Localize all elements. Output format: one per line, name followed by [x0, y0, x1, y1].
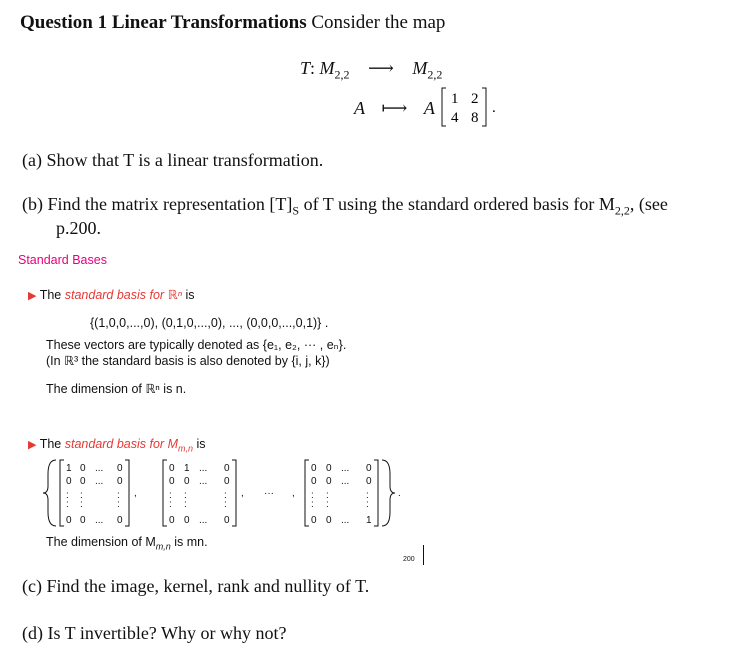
- bullet1-prefix: The: [39, 288, 65, 302]
- question-label: Question 1: [20, 12, 108, 33]
- map-domain-sub: 2,2: [334, 67, 350, 82]
- svg-text:0: 0: [169, 463, 175, 474]
- svg-text:...: ...: [199, 476, 208, 487]
- svg-text:...: ...: [341, 463, 350, 474]
- part-b-text: (b) Find the matrix representation [T]: [22, 194, 293, 214]
- bullet-standard-basis-rn: [28, 287, 195, 302]
- svg-text:0: 0: [311, 515, 317, 526]
- part-b-end: , (see: [629, 194, 668, 214]
- svg-text::: :: [169, 490, 172, 501]
- map-A-left: A: [354, 98, 365, 118]
- svg-text:0: 0: [224, 476, 230, 487]
- map-A-right: A: [423, 98, 435, 118]
- basis-formula: {(1,0,0,...,0), (0,1,0,...,0), ..., (0,0,0,...,0,1)} .: [90, 316, 329, 330]
- svg-text:0: 0: [117, 515, 123, 526]
- svg-text::: :: [366, 490, 369, 501]
- svg-text:1: 1: [66, 463, 72, 474]
- bullet1-suffix: is: [182, 288, 195, 302]
- page-number: 200: [403, 556, 415, 563]
- svg-text:...: ...: [341, 515, 350, 526]
- dimension-rn: The dimension of ℝⁿ is n.: [46, 382, 187, 396]
- svg-text:1: 1: [366, 515, 372, 526]
- svg-text:1: 1: [184, 463, 190, 474]
- svg-text::: :: [80, 490, 83, 501]
- svg-text:...: ...: [341, 476, 350, 487]
- part-b-rest: of T using the standard ordered basis for M: [299, 194, 615, 214]
- svg-text:0: 0: [80, 515, 86, 526]
- svg-text::: :: [117, 490, 120, 501]
- svg-text::: :: [117, 499, 120, 510]
- svg-text:,: ,: [241, 488, 244, 499]
- svg-text::: :: [169, 499, 172, 510]
- part-c: (c) Find the image, kernel, rank and nullity of T.: [22, 576, 370, 596]
- maps-arrow: ⟶: [368, 58, 394, 78]
- svg-text:0: 0: [169, 515, 175, 526]
- page-divider: [423, 545, 424, 565]
- svg-text:...: ...: [95, 476, 104, 487]
- matrix-cell: 8: [471, 110, 479, 126]
- matrix-cell: 4: [451, 110, 459, 126]
- svg-text:0: 0: [184, 476, 190, 487]
- part-b-m-sub: 2,2: [614, 203, 630, 218]
- mapsto-arrow: ⟼: [381, 98, 408, 118]
- bullet1-em: standard basis for ℝⁿ: [64, 288, 183, 302]
- part-b-line1: [22, 194, 668, 219]
- map-T: T: [300, 58, 311, 78]
- svg-text:0: 0: [66, 476, 72, 487]
- svg-text::: :: [184, 490, 187, 501]
- svg-text:0: 0: [66, 515, 72, 526]
- svg-text::: :: [224, 490, 227, 501]
- question-intro: Consider the map: [311, 12, 446, 33]
- svg-text:0: 0: [366, 463, 372, 474]
- svg-text:0: 0: [80, 463, 86, 474]
- svg-text:...: ...: [199, 515, 208, 526]
- dimension-mmn-sub: m,n: [155, 541, 171, 552]
- svg-text:0: 0: [224, 463, 230, 474]
- slide-heading: Standard Bases: [18, 253, 107, 267]
- svg-text:0: 0: [366, 476, 372, 487]
- svg-text:.: .: [398, 488, 401, 499]
- vectors-denoted: These vectors are typically denoted as {e₁, e₂, ··· , eₙ}.: [46, 338, 347, 352]
- dimension-mmn: [46, 535, 208, 552]
- part-a: (a) Show that T is a linear transformation.: [22, 150, 324, 170]
- svg-text::: :: [80, 499, 83, 510]
- svg-text:,: ,: [292, 488, 295, 499]
- svg-text:...: ...: [95, 463, 104, 474]
- dimension-mmn-text: The dimension of M: [46, 535, 156, 549]
- svg-text:0: 0: [326, 476, 332, 487]
- question-title: [20, 12, 445, 34]
- r3-basis-note: (In ℝ³ the standard basis is also denoted by {i, j, k}): [46, 354, 330, 368]
- bullet2-prefix: The: [39, 437, 65, 451]
- svg-text:0: 0: [184, 515, 190, 526]
- matrix-cell: 1: [451, 91, 459, 107]
- svg-text::: :: [66, 499, 69, 510]
- map-domain: M: [319, 58, 335, 78]
- part-b-sub: S: [292, 203, 300, 218]
- svg-text::: :: [66, 490, 69, 501]
- svg-text:0: 0: [80, 476, 86, 487]
- map-signature: T: $M_{2,2}$ ⟶ $M_{2,2}$: [300, 58, 443, 82]
- part-b-line2: p.200.: [56, 218, 101, 238]
- svg-text::: :: [311, 490, 314, 501]
- map-rule: [354, 98, 435, 119]
- svg-text::: :: [311, 499, 314, 510]
- bullet-standard-basis-mmn: [28, 437, 206, 454]
- svg-text:···: ···: [264, 488, 274, 499]
- bullet-arrow-icon: ▶: [28, 439, 37, 451]
- svg-text::: :: [184, 499, 187, 510]
- svg-text:0: 0: [326, 515, 332, 526]
- svg-text::: :: [366, 499, 369, 510]
- svg-text::: :: [224, 499, 227, 510]
- svg-text:0: 0: [311, 463, 317, 474]
- svg-text:0: 0: [117, 476, 123, 487]
- svg-text::: :: [326, 499, 329, 510]
- bullet2-em: standard basis for M: [64, 437, 178, 451]
- svg-text:0: 0: [326, 463, 332, 474]
- transform-matrix: [440, 86, 500, 130]
- map-codomain-sub: 2,2: [427, 67, 443, 82]
- part-d: (d) Is T invertible? Why or why not?: [22, 623, 287, 643]
- svg-text:...: ...: [95, 515, 104, 526]
- svg-text:0: 0: [169, 476, 175, 487]
- bullet2-sub: m,n: [177, 443, 193, 454]
- svg-text:...: ...: [199, 463, 208, 474]
- question-topic: Linear Transformations: [111, 12, 307, 33]
- map-codomain: M: [412, 58, 428, 78]
- svg-text:0: 0: [311, 476, 317, 487]
- matrix-cell: 2: [471, 91, 479, 107]
- svg-text:,: ,: [134, 488, 137, 499]
- matrix-period: .: [492, 100, 496, 116]
- bullet-arrow-icon: ▶: [28, 290, 37, 302]
- svg-text:0: 0: [117, 463, 123, 474]
- bullet2-suffix: is: [193, 437, 206, 451]
- dimension-mmn-end: is mn.: [170, 535, 208, 549]
- svg-text:0: 0: [224, 515, 230, 526]
- basis-matrices-illustration: [42, 456, 412, 530]
- svg-text::: :: [326, 490, 329, 501]
